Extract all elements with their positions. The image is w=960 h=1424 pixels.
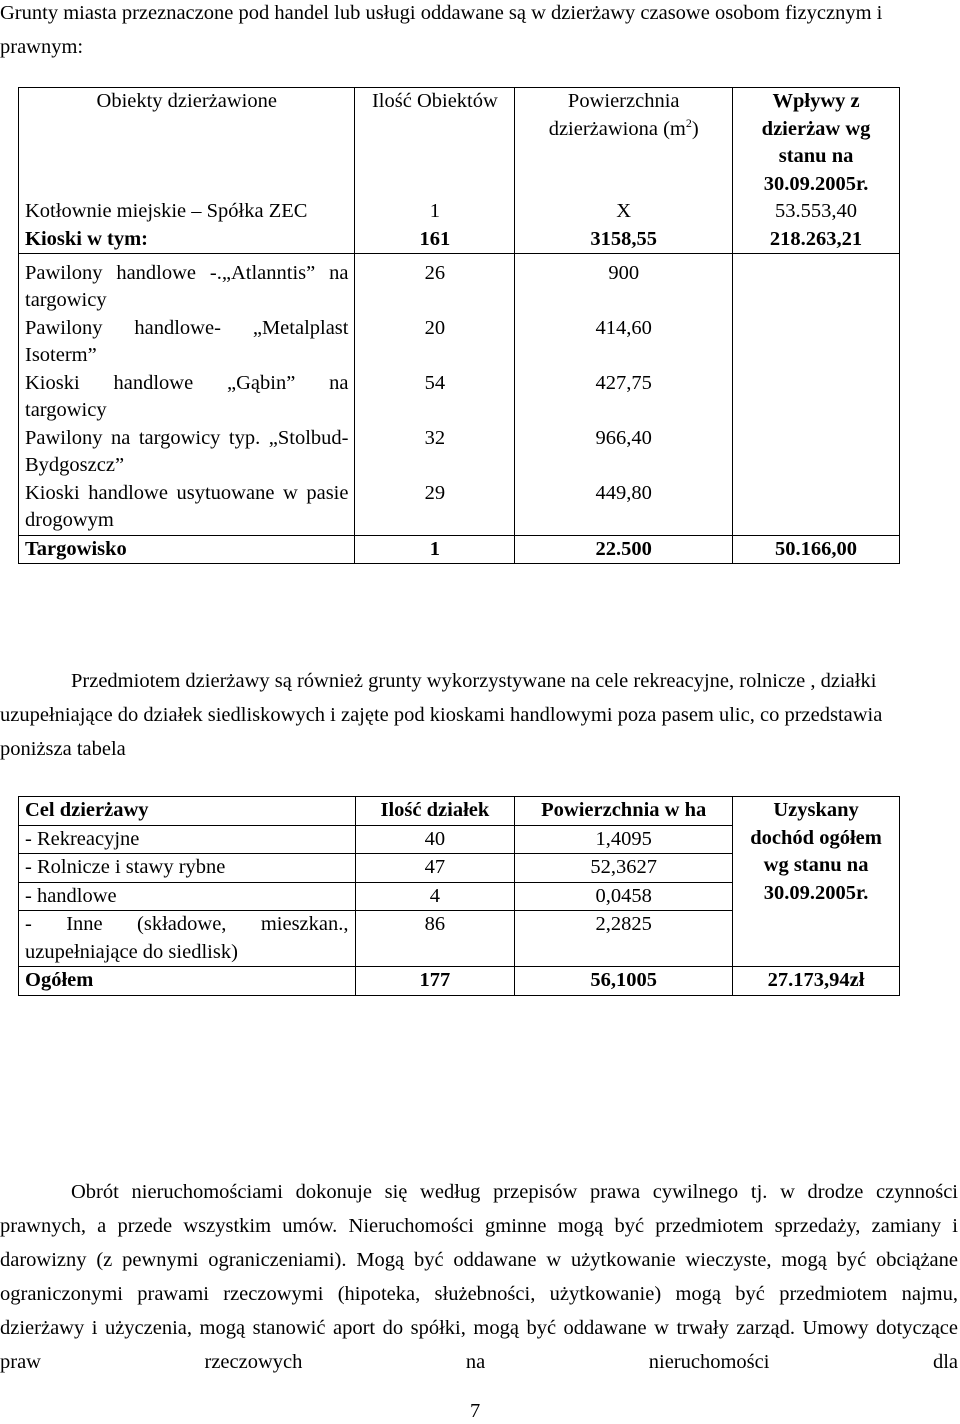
object-area: 900: [515, 260, 733, 315]
plot-count: 47: [355, 854, 515, 883]
object-name: Kioski handlowe usytuowane w pasie drogowym: [19, 480, 355, 536]
plot-area: 0,0458: [515, 882, 733, 911]
object-area: 449,80: [515, 480, 733, 536]
plot-count: 40: [355, 825, 515, 854]
plot-area: 1,4095: [515, 825, 733, 854]
object-area: 427,75: [515, 370, 733, 425]
table-row: [19, 226, 900, 254]
total-label: Ogółem: [19, 967, 356, 996]
land-lease-table: [18, 796, 900, 996]
table-total-row: [19, 967, 900, 996]
table-header-row: [19, 88, 900, 199]
plot-area: 2,2825: [515, 911, 733, 967]
total-area: 56,1005: [515, 967, 733, 996]
object-name: Pawilony handlowe -.„Atlanntis” na targowicy: [19, 260, 355, 315]
plot-area: 52,3627: [515, 854, 733, 883]
object-count: 54: [355, 370, 515, 425]
object-count: 26: [355, 260, 515, 315]
plot-count: 86: [355, 911, 515, 967]
header-area-ha: Powierzchnia w ha: [515, 797, 733, 826]
header-lease-income: Wpływy z dzierżaw wg stanu na 30.09.2005r.: [733, 88, 900, 199]
lease-purpose: - handlowe: [19, 882, 356, 911]
object-area: 966,40: [515, 425, 733, 480]
object-name: Pawilony handlowe- „Metalplast Isoterm”: [19, 315, 355, 370]
lease-purpose: - Rolnicze i stawy rybne: [19, 854, 356, 883]
intro-paragraph: Grunty miasta przeznaczone pod handel lub usługi oddawane są w dzierżawy czasowe osobom fizycznym i prawnym:: [0, 2, 883, 58]
object-name: Kioski handlowe „Gąbin” na targowicy: [19, 370, 355, 425]
leased-objects-table: [18, 87, 900, 564]
object-area: 22.500: [515, 535, 733, 564]
object-count: 29: [355, 480, 515, 536]
object-name: Kioski w tym:: [19, 226, 355, 254]
object-name: Targowisko: [19, 535, 355, 564]
total-income: 27.173,94zł: [733, 967, 900, 996]
page-number: 7: [470, 1400, 481, 1422]
header-total-income: Uzyskany dochód ogółem wg stanu na 30.09.2005r.: [733, 797, 900, 967]
table-row: [19, 260, 900, 315]
table-header-row: [19, 797, 900, 826]
income-empty-cell: [733, 260, 900, 536]
table-row: [19, 198, 900, 226]
plot-count: 4: [355, 882, 515, 911]
object-count: 161: [355, 226, 515, 254]
header-lease-purpose: Cel dzierżawy: [19, 797, 356, 826]
lease-purpose: - Inne (składowe, mieszkan., uzupełniające do siedlisk): [19, 911, 356, 967]
object-name: Pawilony na targowicy typ. „Stolbud-Bydgoszcz”: [19, 425, 355, 480]
object-count: 20: [355, 315, 515, 370]
header-leased-objects: Obiekty dzierżawione: [19, 88, 355, 199]
object-count: 32: [355, 425, 515, 480]
object-count: 1: [355, 535, 515, 564]
header-plot-count: Ilość działek: [355, 797, 515, 826]
total-count: 177: [355, 967, 515, 996]
object-area: 3158,55: [515, 226, 733, 254]
object-income: 218.263,21: [733, 226, 900, 254]
real-estate-trading-paragraph: Obrót nieruchomościami dokonuje się według przepisów prawa cywilnego tj. w drodze czynności prawnych, a przede wszystkim umów. Nieruchomości gminne mogą być przedmiotem sprzedaży, zamiany i darowizny (z pewnymi ograniczeniami). Mogą być oddawane w użytkowanie wieczyste, mogą być obciążane ograniczonymi prawami rzeczowymi (hipoteka, służebności, użytkowanie) mogą być przedmiotem najmu, dzierżawy i użyczenia, mogą stanowić aport do spółki, mogą być oddawane w trwały zarząd. Umowy dotyczące praw rzeczowych na nieruchomości dla: [0, 1181, 958, 1373]
object-area: 414,60: [515, 315, 733, 370]
lease-purpose: - Rekreacyjne: [19, 825, 356, 854]
header-leased-area: Powierzchnia dzierżawiona $(m^2)$: [515, 88, 733, 199]
object-income: 50.166,00: [733, 535, 900, 564]
object-name: Kotłownie miejskie – Spółka ZEC: [19, 198, 355, 226]
object-count: 1: [355, 198, 515, 226]
object-income: 53.553,40: [733, 198, 900, 226]
table-row: [19, 535, 900, 564]
recreational-lease-paragraph: Przedmiotem dzierżawy są również grunty wykorzystywane na cele rekreacyjne, rolnicze , działki uzupełniające do działek siedliskowych i zajęte pod kioskami handlowymi poza pasem ulic, co przedstawia poniższa tabela: [0, 670, 883, 760]
object-area: X: [515, 198, 733, 226]
header-object-count: Ilość Obiektów: [355, 88, 515, 199]
